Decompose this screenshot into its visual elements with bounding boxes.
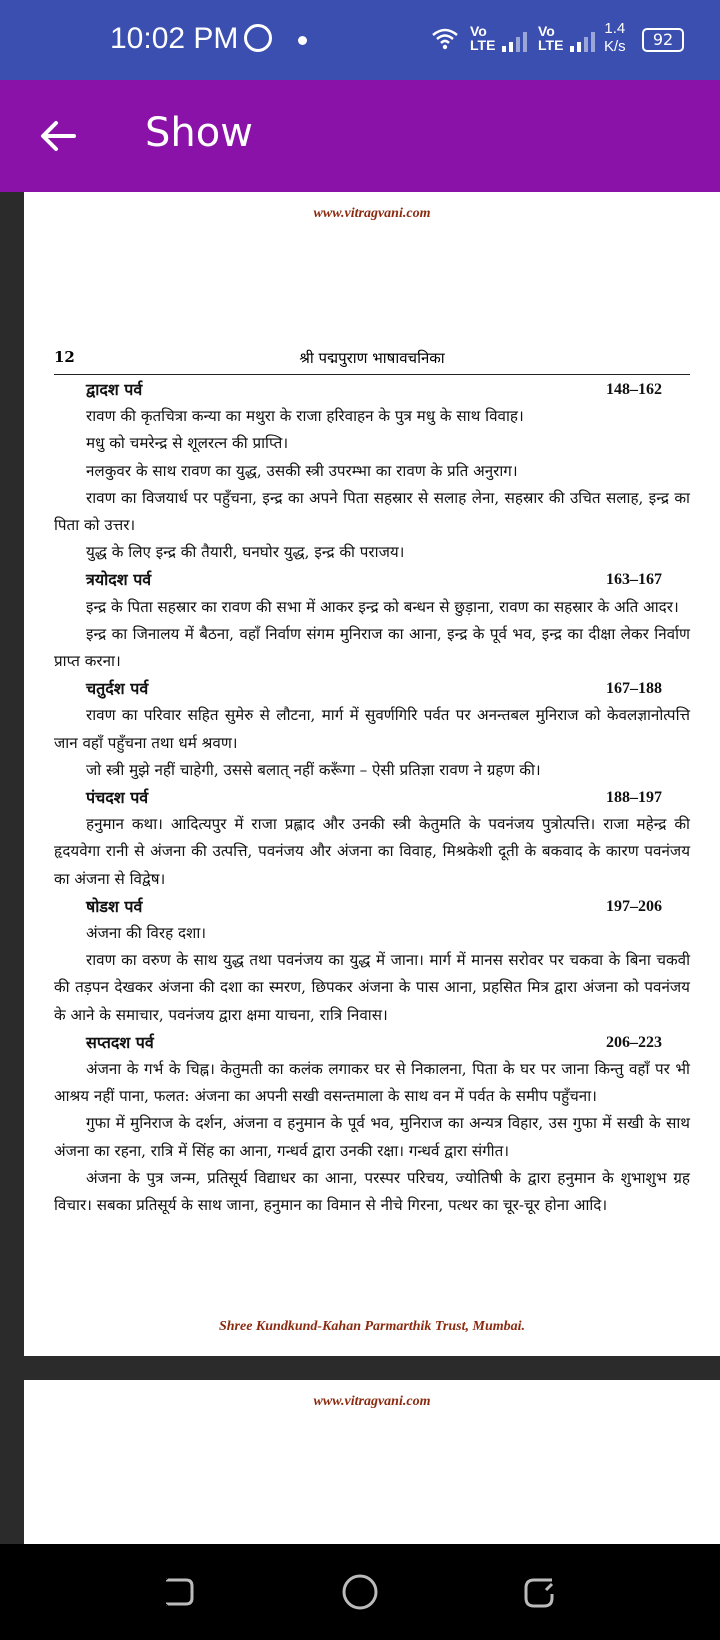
- site-header: www.vitragvani.com: [313, 206, 431, 221]
- paragraph: जो स्त्री मुझे नहीं चाहेगी, उससे बलात् नहीं करूँगा – ऐसी प्रतिज्ञा रावण ने ग्रहण की।: [86, 760, 541, 779]
- arrow-left-icon[interactable]: [36, 114, 80, 158]
- paragraph: मधु को चमरेन्द्र से शूलरत्न की प्राप्ति।: [86, 434, 289, 453]
- page-number: 12: [54, 348, 75, 366]
- paragraph: रावण का परिवार सहित सुमेरु से लौटना, मार्ग में सुवर्णगिरि पर्वत पर अनन्तबल मुनिराज को केवलज्ञानोत्पत्ति जान वहाँ पहुँचना तथा धर्म श्रवण।: [54, 706, 690, 752]
- section-page-range: 206–223: [606, 1033, 662, 1051]
- sim2-lte-label: Vo LTE: [538, 23, 564, 53]
- paragraph: अंजना की विरह दशा।: [86, 923, 207, 942]
- section-heading: [54, 784, 690, 811]
- paragraph: युद्ध के लिए इन्द्र की तैयारी, घनघोर युद्ध, इन्द्र की पराजय।: [86, 543, 405, 562]
- sim1-lte-label: Vo LTE: [470, 23, 496, 53]
- whatsapp-icon: [244, 24, 272, 52]
- section-name: सप्तदश पर्व: [86, 1032, 154, 1052]
- site-header: www.vitragvani.com: [313, 1394, 431, 1409]
- paragraph: इन्द्र के पिता सहस्रार का रावण की सभा में आकर इन्द्र को बन्धन से छुड़ाना, रावण का सहस्रार के अति आदर।: [86, 597, 679, 616]
- status-bar: [0, 0, 720, 80]
- section-heading: [54, 1029, 690, 1056]
- paragraph: नलकुवर के साथ रावण का युद्ध, उसकी स्त्री उपरम्भा का रावण के प्रति अनुराग।: [86, 461, 518, 480]
- section-name: त्रयोदश पर्व: [86, 570, 152, 590]
- paragraph: अंजना के गर्भ के चिह्न। केतुमती का कलंक लगाकर घर से निकालना, पिता के घर पर जाना किन्तु वहाँ पर भी आश्रय नहीं पाना, फलत: अंजना का अपनी सखी वसन्तमाला के साथ वन में पर्वत के समीप पहुँचना।: [54, 1059, 690, 1106]
- section-page-range: 163–167: [606, 571, 662, 589]
- notification-dot-icon: [298, 36, 307, 45]
- home-nav-icon[interactable]: [340, 1572, 380, 1612]
- section-name: चतुर्दश पर्व: [86, 679, 149, 699]
- pdf-page: [24, 1380, 720, 1544]
- section-page-range: 197–206: [606, 897, 662, 915]
- section-heading: [54, 566, 690, 593]
- book-title: श्री पद्मपुराण भाषावचनिका: [299, 349, 445, 367]
- section-name: पंचदश पर्व: [86, 788, 149, 807]
- network-speed: 1.4 K/s: [604, 20, 626, 55]
- running-header: [54, 348, 690, 375]
- back-nav-icon[interactable]: [158, 1572, 198, 1612]
- app-bar: [0, 80, 720, 192]
- paragraph: अंजना के पुत्र जन्म, प्रतिसूर्य विद्याधर का आना, परस्पर परिचय, ज्योतिषी के द्वारा हनुमान के शुभाशुभ ग्रह विचार। सबका प्रतिसूर्य के साथ जाना, हनुमान का विमान से नीचे गिरना, पत्थर का चूर-चूर होना आदि।: [54, 1168, 690, 1214]
- recents-nav-icon[interactable]: [520, 1572, 560, 1612]
- section-heading: [54, 376, 690, 403]
- system-nav-bar: [0, 1544, 720, 1640]
- section-name: द्वादश पर्व: [86, 380, 143, 399]
- section-page-range: 167–188: [606, 680, 662, 698]
- battery-icon: 92: [642, 28, 684, 52]
- section-name: षोडश पर्व: [86, 896, 143, 916]
- page-content: [54, 376, 690, 1219]
- signal-icon-sim2: [568, 30, 598, 52]
- pdf-page: [24, 192, 720, 1356]
- pdf-viewer[interactable]: [0, 192, 720, 1544]
- page-footer: Shree Kundkund-Kahan Parmarthik Trust, Mumbai.: [218, 1319, 526, 1334]
- section-page-range: 148–162: [606, 381, 662, 398]
- paragraph: रावण का वरुण के साथ युद्ध तथा पवनंजय का युद्ध में जाना। मार्ग में मानस सरोवर पर चकवा के बिना चकवी की तड़पन देखकर अंजना की दशा का स्मरण, छिपकर अंजना के पास आना, प्रहसित मित्र द्वारा अंजना को पवनंजय के आने के समाचार, पवनंजय द्वारा क्षमा याचना, रात्रि निवास।: [54, 951, 690, 1024]
- paragraph: रावण का विजयार्ध पर पहुँचना, इन्द्र का अपने पिता सहस्रार से सलाह लेना, सहस्रार की उचित सलाह, इन्द्र का पिता को उत्तर।: [54, 488, 690, 534]
- section-heading: [54, 893, 690, 920]
- signal-icon-sim1: [500, 30, 530, 52]
- section-heading: [54, 675, 690, 702]
- wifi-icon: [432, 28, 458, 50]
- section-page-range: 188–197: [606, 789, 662, 806]
- paragraph: हनुमान कथा। आदित्यपुर में राजा प्रह्लाद और उनकी स्त्री केतुमति के पवनंजय पुत्रोत्पत्ति। राजा महेन्द्र की हृदयवेगा रानी से अंजना की उत्पत्ति, पवनंजय और अंजना का विवाह, मिश्रकेशी दूती के बकवाद के कारण पवनंजय का अंजना से विद्वेष।: [54, 815, 690, 888]
- paragraph: रावण की कृतचित्रा कन्या का मथुरा के राजा हरिवाहन के पुत्र मधु के साथ विवाह।: [86, 407, 524, 426]
- app-title: Show: [145, 110, 253, 156]
- status-time: 10:02 PM: [110, 22, 239, 55]
- paragraph: इन्द्र का जिनालय में बैठना, वहाँ निर्वाण संगम मुनिराज का आना, इन्द्र के पूर्व भव, इन्द्र का दीक्षा लेकर निर्वाण प्राप्त करना।: [54, 624, 690, 670]
- paragraph: गुफा में मुनिराज के दर्शन, अंजना व हनुमान के पूर्व भव, मुनिराज का अन्यत्र विहार, उस गुफा में सखी के साथ अंजना का रहना, रात्रि में सिंह का आना, गन्धर्व द्वारा उनकी रक्षा। गन्धर्व द्वारा संगीत।: [54, 1114, 690, 1160]
